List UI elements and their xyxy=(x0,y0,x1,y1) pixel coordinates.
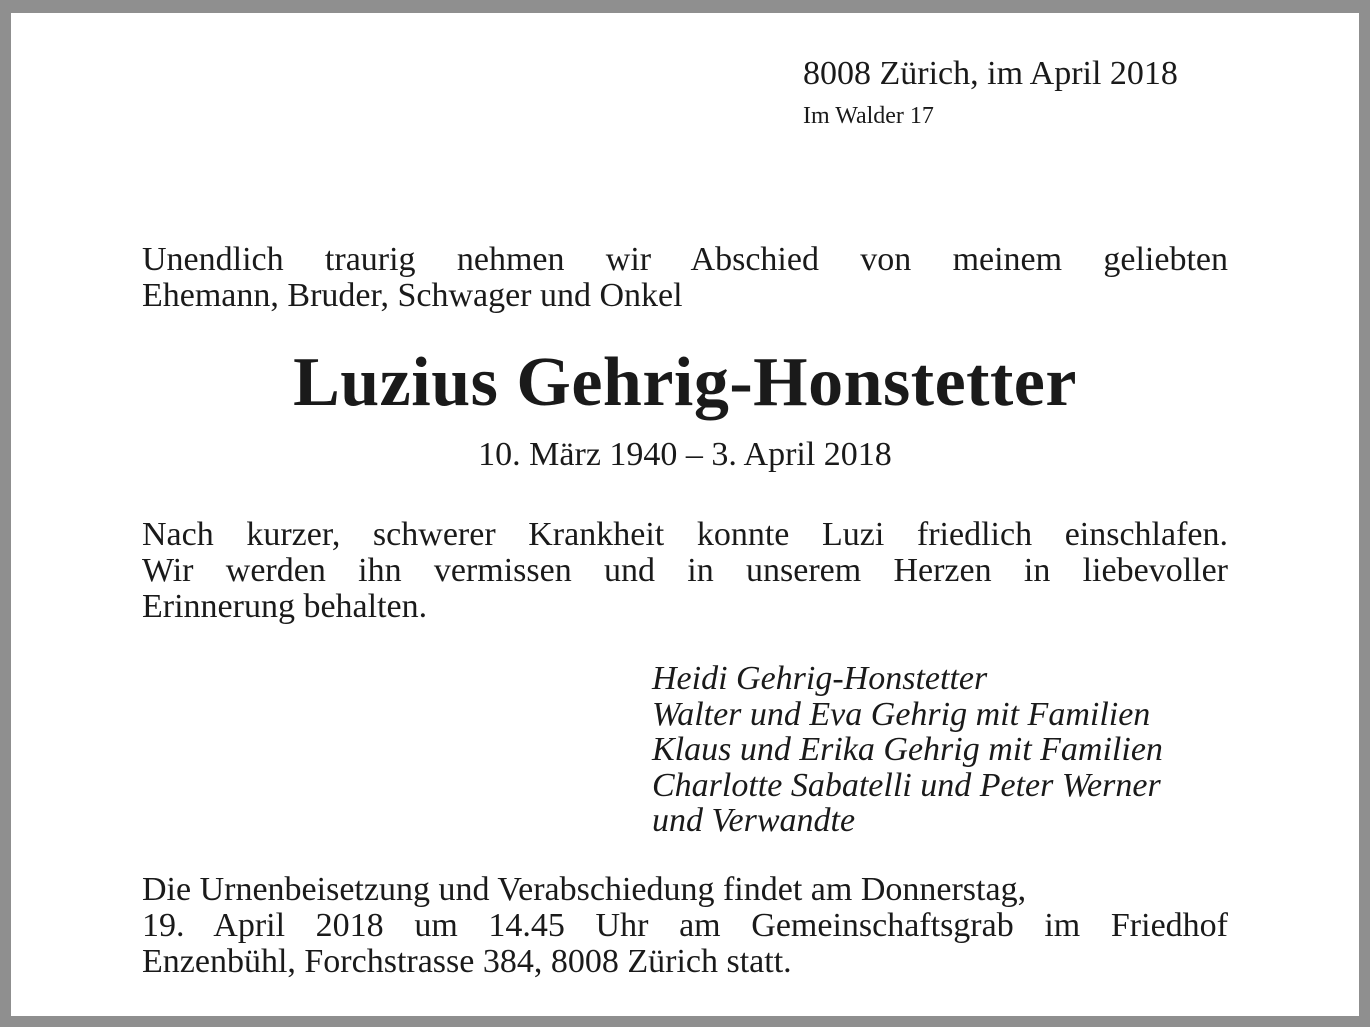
location-date: 8008 Zürich, im April 2018 xyxy=(803,55,1178,92)
mourner-name: Walter und Eva Gehrig mit Familien xyxy=(652,695,1151,733)
funeral-info xyxy=(142,872,1228,980)
mourner-name: und Verwandte xyxy=(652,802,856,839)
street-address: Im Walder 17 xyxy=(803,103,934,129)
intro-text xyxy=(142,242,1228,314)
life-dates: 10. März 1940 – 3. April 2018 xyxy=(478,436,892,473)
message-line-3: Erinnerung behalten. xyxy=(142,588,428,625)
message-line-2: Wir werden ihn vermissen und in unserem Herzen in liebevoller xyxy=(142,552,1228,589)
funeral-line-1: Die Urnenbeisetzung und Verabschiedung findet am Donnerstag, xyxy=(142,871,1027,908)
message-text xyxy=(142,517,1228,625)
intro-line-1: Unendlich traurig nehmen wir Abschied von meinem geliebten xyxy=(142,241,1228,278)
mourner-name: Heidi Gehrig-Honstetter xyxy=(652,660,988,697)
intro-line-2: Ehemann, Bruder, Schwager und Onkel xyxy=(142,277,683,314)
mourner-name: Klaus und Erika Gehrig mit Familien xyxy=(652,731,1163,768)
mourner-name: Charlotte Sabatelli und Peter Werner xyxy=(652,766,1161,804)
message-line-1: Nach kurzer, schwerer Krankheit konnte Luzi friedlich einschlafen. xyxy=(142,516,1228,553)
deceased-name: Luzius Gehrig-Honstetter xyxy=(293,344,1077,421)
mourners-list xyxy=(652,661,1163,839)
funeral-line-2: 19. April 2018 um 14.45 Uhr am Gemeinschaftsgrab im Friedhof xyxy=(142,907,1228,944)
funeral-line-3: Enzenbühl, Forchstrasse 384, 8008 Zürich statt. xyxy=(142,943,792,980)
